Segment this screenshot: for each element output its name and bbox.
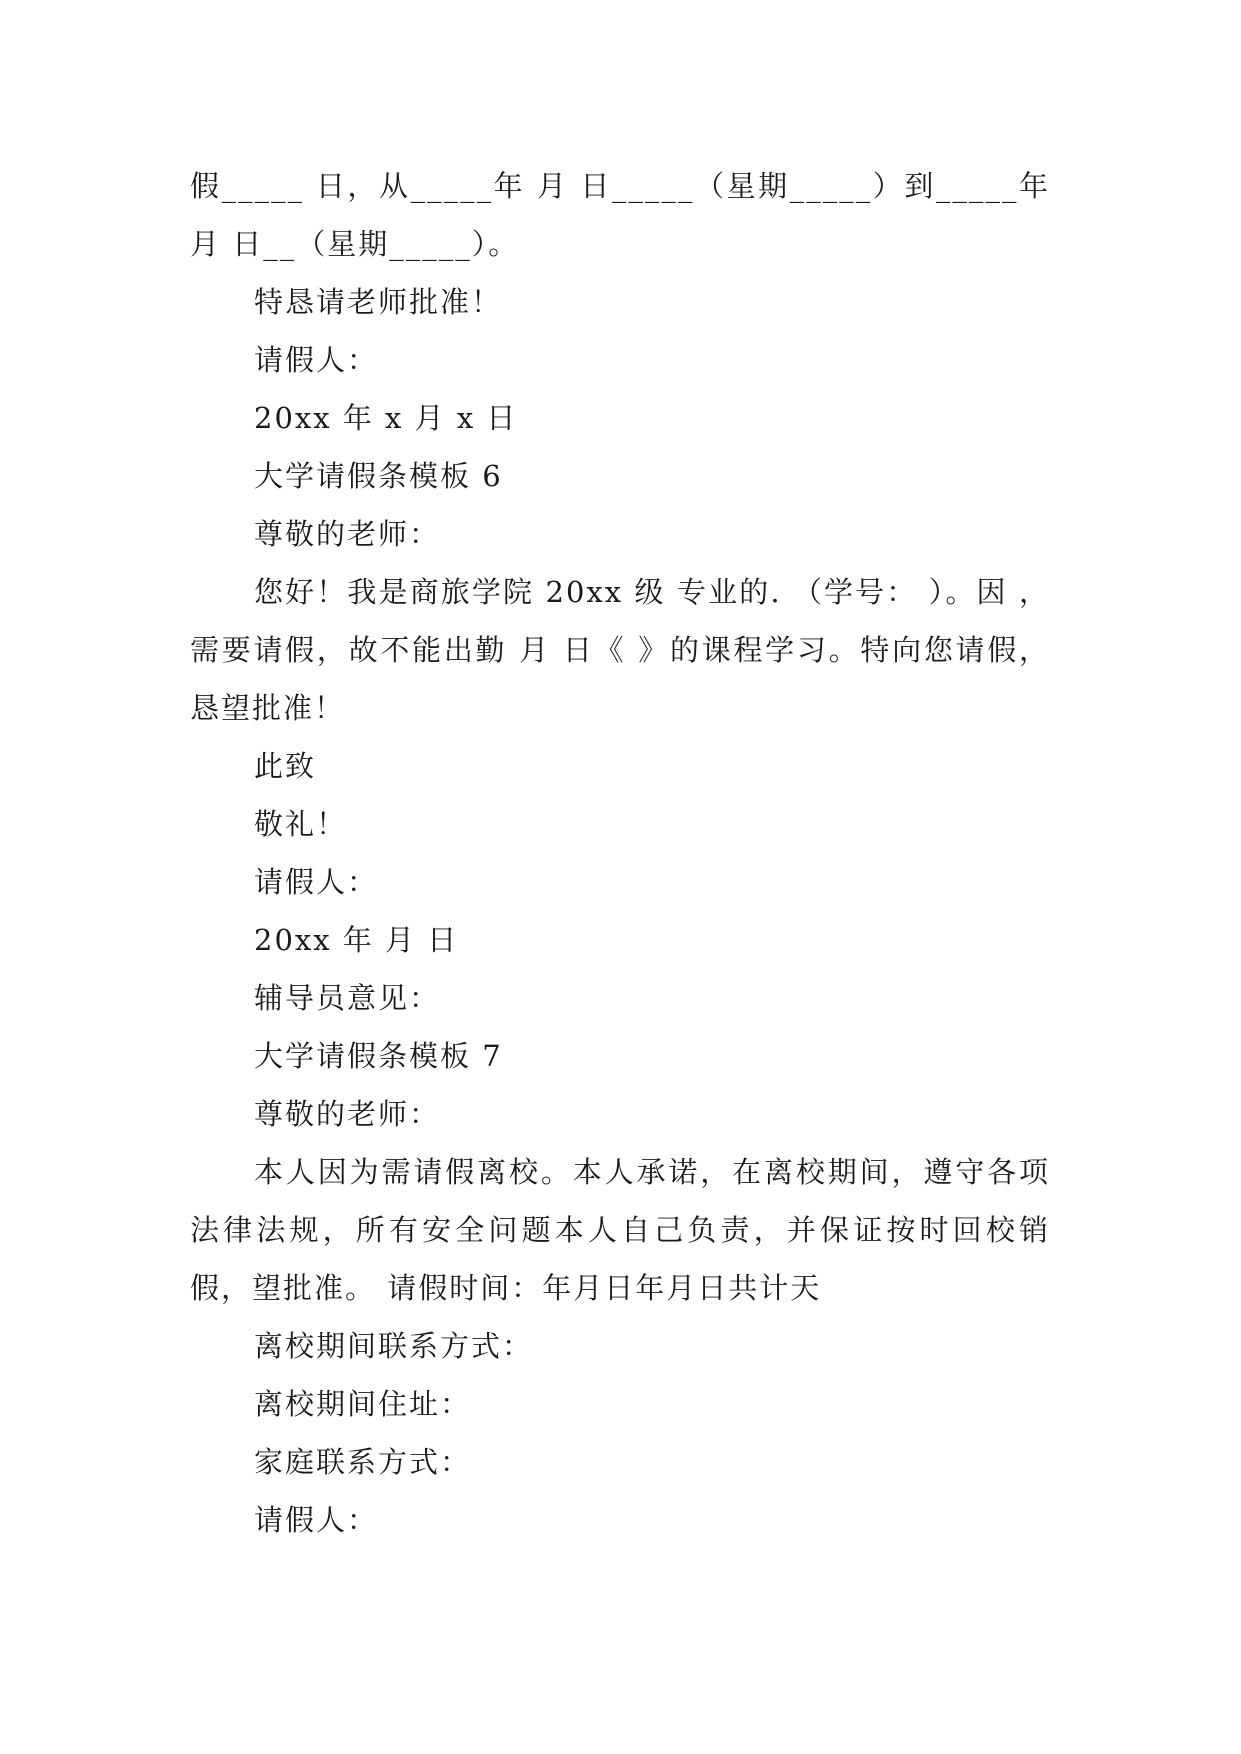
document-paragraph: 家庭联系方式：	[254, 1445, 472, 1479]
document-paragraph: 大学请假条模板 7	[254, 1039, 503, 1073]
document-body	[190, 157, 1062, 1549]
document-paragraph: 20xx 年 x 月 x 日	[254, 401, 518, 435]
document-paragraph: 请假人：	[254, 865, 379, 899]
document-paragraph: 离校期间住址：	[254, 1387, 472, 1421]
document-paragraph: 20xx 年 月 日	[254, 923, 459, 957]
document-paragraph: 请假人：	[254, 343, 379, 377]
document-paragraph: 尊敬的老师：	[254, 1097, 441, 1131]
document-paragraph: 您好！我是商旅学院 20xx 级 专业的. （学号： ）。因 ，需要请假，故不能出勤 月 日《 》的课程学习。特向您请假，恳望批准！	[190, 575, 1050, 725]
document-paragraph: 请假人：	[254, 1503, 379, 1537]
document-paragraph: 辅导员意见：	[254, 981, 441, 1015]
document-paragraph: 尊敬的老师：	[254, 517, 441, 551]
document-paragraph: 特恳请老师批准！	[254, 285, 503, 319]
document-paragraph: 假_____ 日，从_____年 月 日_____（星期_____）到_____年 月 日__（星期_____）。	[190, 169, 1062, 261]
document-paragraph: 离校期间联系方式：	[254, 1329, 534, 1363]
document-paragraph: 本人因为需请假离校。本人承诺，在离校期间，遵守各项法律法规，所有安全问题本人自己负责，并保证按时回校销假，望批准。 请假时间：年月日年月日共计天	[190, 1155, 1050, 1305]
document-paragraph: 此致	[254, 749, 317, 783]
document-paragraph: 大学请假条模板 6	[254, 459, 503, 493]
document-paragraph: 敬礼！	[254, 807, 348, 841]
